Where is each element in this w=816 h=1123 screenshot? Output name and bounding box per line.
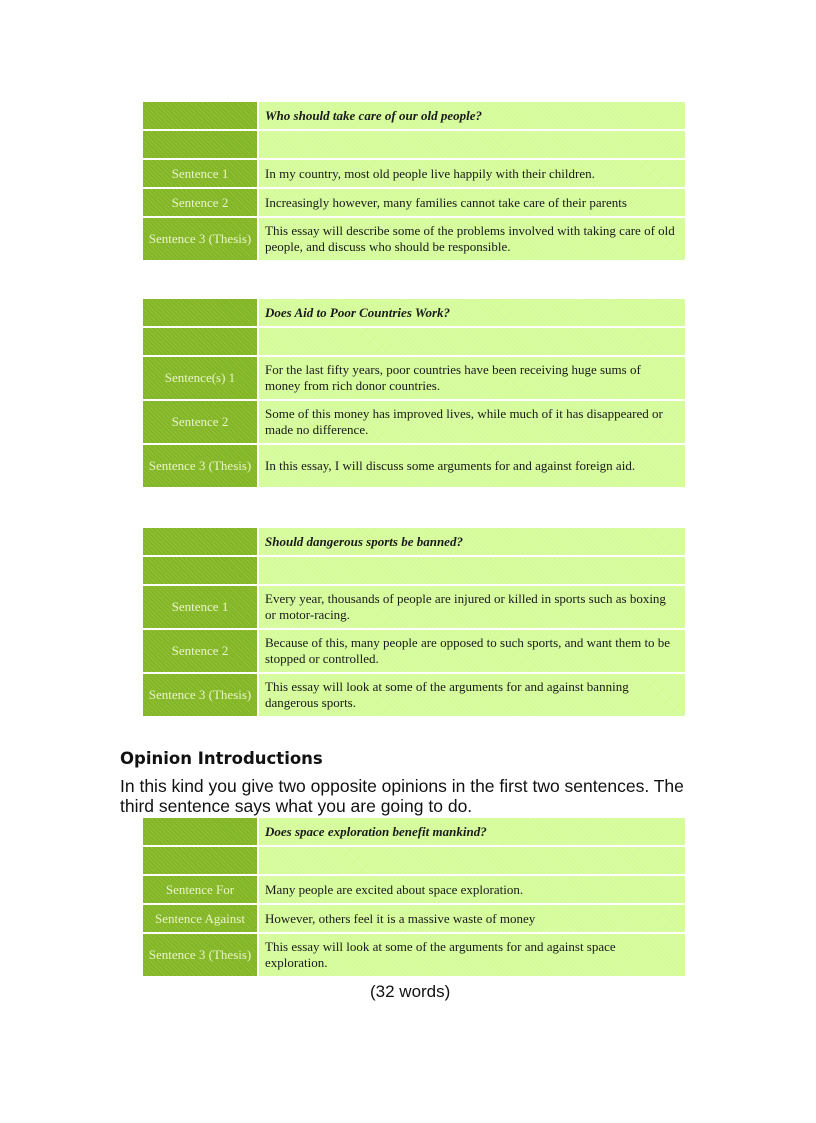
sentence-label: Sentence Against xyxy=(143,905,259,934)
sentence-text: Increasingly however, many families cannot take care of their parents xyxy=(259,189,685,218)
sentence-label: Sentence(s) 1 xyxy=(143,357,259,401)
table-row xyxy=(143,445,685,487)
essay-table-space-exploration xyxy=(143,818,685,976)
table-row xyxy=(143,357,685,401)
table-blank-label-cell xyxy=(143,847,259,876)
sentence-label: Sentence 3 (Thesis) xyxy=(143,445,259,487)
essay-title: Should dangerous sports be banned? xyxy=(259,528,685,557)
table-row xyxy=(143,876,685,905)
sentence-text: For the last fifty years, poor countries have been receiving huge sums of money from rich donor countries. xyxy=(259,357,685,401)
sentence-label: Sentence 2 xyxy=(143,401,259,445)
table-row xyxy=(143,189,685,218)
sentence-text: In this essay, I will discuss some arguments for and against foreign aid. xyxy=(259,445,685,487)
table-blank-content-cell xyxy=(259,131,685,160)
sentence-text: However, others feel it is a massive waste of money xyxy=(259,905,685,934)
section-heading: Opinion Introductions xyxy=(120,749,323,768)
table-blank-content-cell xyxy=(259,847,685,876)
word-count: (32 words) xyxy=(370,982,451,1001)
sentence-label: Sentence For xyxy=(143,876,259,905)
table-corner-cell xyxy=(143,102,259,131)
sentence-text: Some of this money has improved lives, while much of it has disappeared or made no difference. xyxy=(259,401,685,445)
section-intro-paragraph: In this kind you give two opposite opinions in the first two sentences. The third sentence says what you are going to do. xyxy=(120,776,684,816)
sentence-label: Sentence 3 (Thesis) xyxy=(143,934,259,976)
table-row xyxy=(143,586,685,630)
table-blank-content-cell xyxy=(259,328,685,357)
table-blank-label-cell xyxy=(143,131,259,160)
sentence-text: Many people are excited about space exploration. xyxy=(259,876,685,905)
sentence-text: This essay will look at some of the arguments for and against space exploration. xyxy=(259,934,685,976)
table-row xyxy=(143,905,685,934)
table-corner-cell xyxy=(143,299,259,328)
table-row xyxy=(143,218,685,260)
table-blank-label-cell xyxy=(143,557,259,586)
table-corner-cell xyxy=(143,528,259,557)
essay-title: Who should take care of our old people? xyxy=(259,102,685,131)
table-row xyxy=(143,630,685,674)
sentence-text: This essay will look at some of the arguments for and against banning dangerous sports. xyxy=(259,674,685,716)
sentence-text: In my country, most old people live happily with their children. xyxy=(259,160,685,189)
sentence-text: Every year, thousands of people are injured or killed in sports such as boxing or motor-racing. xyxy=(259,586,685,630)
table-blank-content-cell xyxy=(259,557,685,586)
sentence-text: Because of this, many people are opposed to such sports, and want them to be stopped or controlled. xyxy=(259,630,685,674)
table-blank-label-cell xyxy=(143,328,259,357)
table-row xyxy=(143,160,685,189)
sentence-label: Sentence 2 xyxy=(143,630,259,674)
sentence-label: Sentence 1 xyxy=(143,160,259,189)
sentence-label: Sentence 2 xyxy=(143,189,259,218)
essay-table-aid xyxy=(143,299,685,487)
table-corner-cell xyxy=(143,818,259,847)
essay-table-old-people xyxy=(143,102,685,260)
sentence-text: This essay will describe some of the problems involved with taking care of old people, and discuss who should be responsible. xyxy=(259,218,685,260)
essay-title: Does space exploration benefit mankind? xyxy=(259,818,685,847)
sentence-label: Sentence 1 xyxy=(143,586,259,630)
table-row xyxy=(143,401,685,445)
essay-title: Does Aid to Poor Countries Work? xyxy=(259,299,685,328)
sentence-label: Sentence 3 (Thesis) xyxy=(143,674,259,716)
essay-table-dangerous-sports xyxy=(143,528,685,716)
table-row xyxy=(143,934,685,976)
table-row xyxy=(143,674,685,716)
sentence-label: Sentence 3 (Thesis) xyxy=(143,218,259,260)
